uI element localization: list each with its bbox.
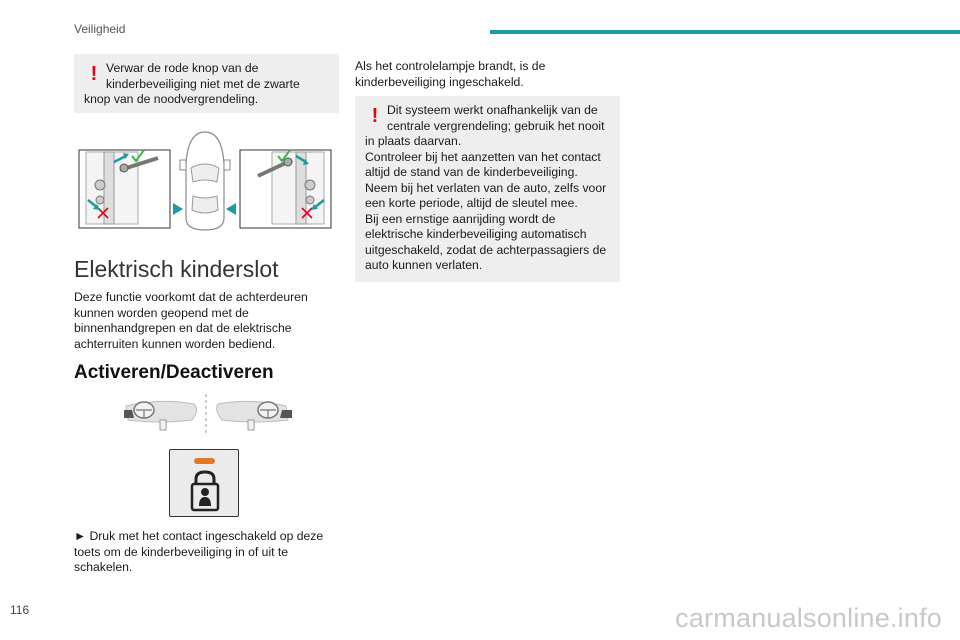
warning-text: Verwar de rode knop van de kinderbeveiliging niet met de zwarte knop van de noodvergrendeling. <box>84 61 300 106</box>
child-lock-diagram <box>74 130 336 232</box>
subsection-title: Activeren/Deactiveren <box>74 362 274 383</box>
warning-box-system <box>355 96 620 282</box>
indicator-led <box>194 458 215 464</box>
section-intro: Deze functie voorkomt dat de achterdeuren kunnen worden geopend met de binnenhandgrepen en dat de elektrische achterruiten kunnen worden bediend. <box>74 290 308 351</box>
child-lock-button[interactable] <box>169 449 239 517</box>
header-accent-bar <box>490 30 960 34</box>
warning-line: Neem bij het verlaten van de auto, zelfs voor een korte periode, altijd de sleutel mee. <box>365 180 607 210</box>
left-hand-drive-dash <box>124 401 197 430</box>
warning-line: Dit systeem werkt onafhankelijk van de centrale vergrendeling; gebruik het nooit in plaats daarvan. <box>365 103 605 148</box>
watermark: carmanualsonline.info <box>675 603 942 633</box>
car-top-view <box>180 132 230 230</box>
right-door-panel <box>240 150 331 228</box>
section-title: Elektrisch kinderslot <box>74 256 279 282</box>
warning-line: Controleer bij het aanzetten van het contact altijd de stand van de kinderbeveiliging. <box>365 149 601 179</box>
left-door-panel <box>79 150 170 228</box>
warning-box-knob <box>74 54 339 113</box>
arrow-icon <box>226 203 236 215</box>
warning-line: Bij een ernstige aanrijding wordt de elektrische kinderbeveiliging automatisch uitgeschakeld, zodat de achterpassagiers de auto kunnen verlaten. <box>365 211 607 272</box>
child-lock-icon <box>189 470 221 512</box>
warning-icon: ! <box>371 105 379 127</box>
right-hand-drive-dash <box>217 401 292 430</box>
arrow-icon <box>173 203 183 215</box>
indicator-text: Als het controlelampje brandt, is de kinderbeveiliging ingeschakeld. <box>355 59 546 89</box>
page-number: 116 <box>10 603 30 617</box>
instruction-text: ► Druk met het contact ingeschakeld op deze toets om de kinderbeveiliging in of uit te schakelen. <box>74 529 324 574</box>
dashboard-location-figure <box>120 392 295 438</box>
warning-icon: ! <box>90 63 98 85</box>
running-header: Veiligheid <box>74 22 126 36</box>
